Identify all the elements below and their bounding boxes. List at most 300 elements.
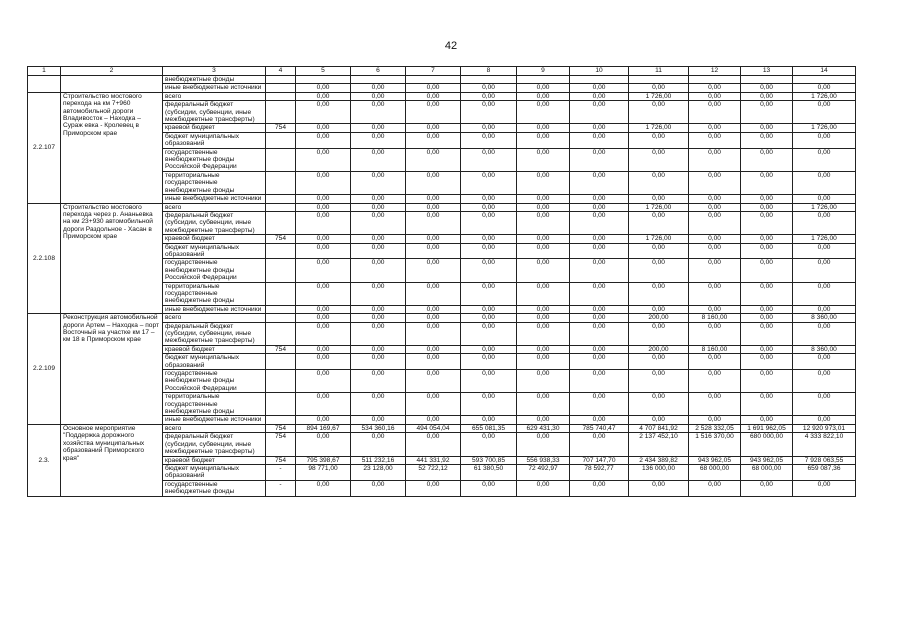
funding-source: бюджет муниципальных образований bbox=[163, 132, 266, 148]
funding-source: бюджет муниципальных образований bbox=[163, 464, 266, 480]
amount-cell: 0,00 bbox=[629, 195, 689, 203]
amount-cell: 0,00 bbox=[689, 124, 741, 132]
table-row bbox=[28, 76, 856, 84]
amount-cell: 0,00 bbox=[296, 354, 351, 370]
amount-cell: 0,00 bbox=[741, 354, 793, 370]
funding-source: иные внебюджетные источники bbox=[163, 195, 266, 203]
amount-cell: 0,00 bbox=[793, 132, 856, 148]
measure-name: Основное мероприятие "Поддержка дорожного хозяйства муниципальных образований Приморского края" bbox=[61, 424, 163, 496]
amount-cell: 0,00 bbox=[296, 416, 351, 424]
funding-source: иные внебюджетные источники bbox=[163, 84, 266, 92]
amount-cell: 0,00 bbox=[793, 282, 856, 305]
amount-cell: 0,00 bbox=[689, 84, 741, 92]
amount-cell: 0,00 bbox=[406, 203, 461, 211]
funding-source: краевой бюджет bbox=[163, 456, 266, 464]
amount-cell: 0,00 bbox=[351, 203, 406, 211]
amount-cell: 0,00 bbox=[461, 322, 517, 345]
column-number: 12 bbox=[689, 67, 741, 76]
measure-name: Строительство мостового перехода на км 7+960 автомобильной дороги Владивосток – Находка – Сураж евка - Кролевец в Приморском крае bbox=[61, 92, 163, 203]
amount-cell: 0,00 bbox=[517, 345, 570, 353]
funding-source: бюджет муниципальных образований bbox=[163, 243, 266, 259]
amount-cell: 0,00 bbox=[741, 124, 793, 132]
funding-source: всего bbox=[163, 314, 266, 322]
grbs-code bbox=[266, 171, 296, 194]
amount-cell: 0,00 bbox=[517, 259, 570, 282]
grbs-code bbox=[266, 259, 296, 282]
amount-cell: 0,00 bbox=[741, 305, 793, 313]
amount-cell: 0,00 bbox=[741, 322, 793, 345]
amount-cell: 0,00 bbox=[570, 305, 629, 313]
amount-cell: 0,00 bbox=[629, 282, 689, 305]
amount-cell: 0,00 bbox=[517, 92, 570, 100]
funding-source: иные внебюджетные источники bbox=[163, 305, 266, 313]
amount-cell: 0,00 bbox=[517, 416, 570, 424]
amount-cell: 0,00 bbox=[517, 124, 570, 132]
amount-cell: 0,00 bbox=[741, 92, 793, 100]
amount-cell: 1 726,00 bbox=[629, 92, 689, 100]
amount-cell: 0,00 bbox=[351, 354, 406, 370]
measure-name bbox=[61, 76, 163, 93]
amount-cell: 4 333 822,10 bbox=[793, 433, 856, 456]
amount-cell: 0,00 bbox=[570, 124, 629, 132]
amount-cell: 200,00 bbox=[629, 314, 689, 322]
amount-cell: 0,00 bbox=[689, 282, 741, 305]
amount-cell: 0,00 bbox=[296, 433, 351, 456]
amount-cell: 0,00 bbox=[351, 101, 406, 124]
column-number: 5 bbox=[296, 67, 351, 76]
amount-cell: 0,00 bbox=[570, 84, 629, 92]
amount-cell bbox=[793, 76, 856, 84]
amount-cell: 0,00 bbox=[461, 101, 517, 124]
funding-source: краевой бюджет bbox=[163, 345, 266, 353]
table-row bbox=[28, 314, 856, 322]
amount-cell: 0,00 bbox=[793, 211, 856, 234]
amount-cell: 0,00 bbox=[461, 345, 517, 353]
amount-cell: 0,00 bbox=[517, 235, 570, 243]
amount-cell: 0,00 bbox=[351, 84, 406, 92]
amount-cell: 0,00 bbox=[570, 235, 629, 243]
amount-cell: 0,00 bbox=[517, 195, 570, 203]
amount-cell: 0,00 bbox=[793, 195, 856, 203]
amount-cell: 0,00 bbox=[793, 101, 856, 124]
funding-source: федеральный бюджет (субсидии, субвенции, иные межбюджетные трансферты) bbox=[163, 322, 266, 345]
amount-cell: 0,00 bbox=[570, 314, 629, 322]
amount-cell: 0,00 bbox=[629, 84, 689, 92]
amount-cell bbox=[461, 76, 517, 84]
amount-cell: 894 169,67 bbox=[296, 424, 351, 432]
amount-cell bbox=[517, 76, 570, 84]
amount-cell: 0,00 bbox=[461, 305, 517, 313]
amount-cell: 0,00 bbox=[517, 243, 570, 259]
amount-cell: 511 232,16 bbox=[351, 456, 406, 464]
amount-cell: 0,00 bbox=[793, 322, 856, 345]
amount-cell: 68 000,00 bbox=[741, 464, 793, 480]
amount-cell: 0,00 bbox=[570, 345, 629, 353]
amount-cell bbox=[629, 76, 689, 84]
amount-cell: 12 920 973,01 bbox=[793, 424, 856, 432]
grbs-code: 754 bbox=[266, 456, 296, 464]
column-number: 1 bbox=[28, 67, 61, 76]
amount-cell: 0,00 bbox=[689, 235, 741, 243]
row-code bbox=[28, 76, 61, 93]
amount-cell: 0,00 bbox=[793, 84, 856, 92]
amount-cell: 0,00 bbox=[406, 101, 461, 124]
amount-cell: 0,00 bbox=[461, 132, 517, 148]
funding-source: всего bbox=[163, 424, 266, 432]
grbs-code bbox=[266, 76, 296, 84]
amount-cell: 0,00 bbox=[461, 211, 517, 234]
amount-cell: 72 492,97 bbox=[517, 464, 570, 480]
amount-cell: 0,00 bbox=[793, 370, 856, 393]
amount-cell: 0,00 bbox=[296, 148, 351, 171]
amount-cell: 1 726,00 bbox=[793, 124, 856, 132]
amount-cell: 0,00 bbox=[629, 259, 689, 282]
amount-cell: 1 691 962,05 bbox=[741, 424, 793, 432]
amount-cell: 0,00 bbox=[351, 211, 406, 234]
grbs-code: 754 bbox=[266, 424, 296, 432]
funding-source: государственные внебюджетные фонды Российской Федерации bbox=[163, 259, 266, 282]
amount-cell: 98 771,00 bbox=[296, 464, 351, 480]
amount-cell: 68 000,00 bbox=[689, 464, 741, 480]
amount-cell: 0,00 bbox=[570, 211, 629, 234]
amount-cell: 0,00 bbox=[741, 211, 793, 234]
funding-source: иные внебюджетные источники bbox=[163, 416, 266, 424]
amount-cell: 0,00 bbox=[461, 148, 517, 171]
amount-cell: 0,00 bbox=[461, 195, 517, 203]
amount-cell: 0,00 bbox=[406, 211, 461, 234]
amount-cell: 0,00 bbox=[629, 416, 689, 424]
amount-cell: 0,00 bbox=[406, 132, 461, 148]
amount-cell: 0,00 bbox=[629, 370, 689, 393]
amount-cell bbox=[296, 76, 351, 84]
amount-cell: 0,00 bbox=[296, 124, 351, 132]
amount-cell: 0,00 bbox=[351, 393, 406, 416]
funding-source: территориальные государственные внебюджетные фонды bbox=[163, 282, 266, 305]
column-number: 11 bbox=[629, 67, 689, 76]
amount-cell: 0,00 bbox=[517, 322, 570, 345]
measure-name: Строительство мостового перехода через р. Ананьевка на км 23+930 автомобильной дороги Раздольное - Хасан в Приморском крае bbox=[61, 203, 163, 314]
page-number: 42 bbox=[444, 40, 458, 52]
amount-cell bbox=[741, 76, 793, 84]
amount-cell: 0,00 bbox=[461, 92, 517, 100]
amount-cell: 0,00 bbox=[741, 416, 793, 424]
amount-cell: 0,00 bbox=[351, 282, 406, 305]
amount-cell: 0,00 bbox=[741, 282, 793, 305]
amount-cell: 0,00 bbox=[689, 101, 741, 124]
amount-cell: 0,00 bbox=[461, 124, 517, 132]
amount-cell: 0,00 bbox=[351, 259, 406, 282]
amount-cell: 0,00 bbox=[689, 259, 741, 282]
amount-cell: 0,00 bbox=[570, 416, 629, 424]
amount-cell: 943 962,05 bbox=[741, 456, 793, 464]
amount-cell: 534 360,16 bbox=[351, 424, 406, 432]
amount-cell: 0,00 bbox=[689, 211, 741, 234]
amount-cell: 0,00 bbox=[793, 416, 856, 424]
amount-cell: 707 147,70 bbox=[570, 456, 629, 464]
grbs-code: 754 bbox=[266, 124, 296, 132]
funding-source: внебюджетные фонды bbox=[163, 76, 266, 84]
amount-cell: 0,00 bbox=[629, 148, 689, 171]
funding-source: государственные внебюджетные фонды bbox=[163, 480, 266, 496]
grbs-code bbox=[266, 416, 296, 424]
funding-source: федеральный бюджет (субсидии, субвенции, иные межбюджетные трансферты) bbox=[163, 211, 266, 234]
column-number: 7 bbox=[406, 67, 461, 76]
funding-source: государственные внебюджетные фонды Российской Федерации bbox=[163, 370, 266, 393]
amount-cell: 0,00 bbox=[296, 132, 351, 148]
amount-cell: 0,00 bbox=[296, 92, 351, 100]
amount-cell: 1 726,00 bbox=[793, 235, 856, 243]
amount-cell: 0,00 bbox=[406, 370, 461, 393]
amount-cell: 200,00 bbox=[629, 345, 689, 353]
amount-cell: 0,00 bbox=[406, 259, 461, 282]
amount-cell: 0,00 bbox=[570, 243, 629, 259]
amount-cell: 0,00 bbox=[406, 195, 461, 203]
amount-cell: 0,00 bbox=[741, 314, 793, 322]
amount-cell: 0,00 bbox=[570, 148, 629, 171]
amount-cell: 0,00 bbox=[296, 393, 351, 416]
amount-cell: 0,00 bbox=[629, 171, 689, 194]
amount-cell: 0,00 bbox=[570, 322, 629, 345]
amount-cell: 8 360,00 bbox=[793, 314, 856, 322]
amount-cell: 8 160,00 bbox=[689, 345, 741, 353]
amount-cell bbox=[689, 76, 741, 84]
amount-cell: 0,00 bbox=[689, 354, 741, 370]
amount-cell: 0,00 bbox=[517, 132, 570, 148]
amount-cell: 0,00 bbox=[793, 305, 856, 313]
amount-cell: 785 740,47 bbox=[570, 424, 629, 432]
amount-cell: 0,00 bbox=[351, 195, 406, 203]
amount-cell: 0,00 bbox=[517, 148, 570, 171]
table-row bbox=[28, 203, 856, 211]
amount-cell: 0,00 bbox=[570, 195, 629, 203]
amount-cell: 0,00 bbox=[517, 171, 570, 194]
row-code: 2.2.107 bbox=[28, 92, 61, 203]
amount-cell: 0,00 bbox=[296, 203, 351, 211]
amount-cell: 943 962,05 bbox=[689, 456, 741, 464]
amount-cell: 0,00 bbox=[570, 203, 629, 211]
column-number: 4 bbox=[266, 67, 296, 76]
amount-cell bbox=[406, 76, 461, 84]
amount-cell: 7 928 063,55 bbox=[793, 456, 856, 464]
amount-cell: 0,00 bbox=[689, 171, 741, 194]
amount-cell: 0,00 bbox=[406, 243, 461, 259]
amount-cell: 0,00 bbox=[296, 101, 351, 124]
amount-cell: 61 380,50 bbox=[461, 464, 517, 480]
amount-cell: 136 000,00 bbox=[629, 464, 689, 480]
amount-cell: 0,00 bbox=[461, 480, 517, 496]
amount-cell: 795 398,67 bbox=[296, 456, 351, 464]
amount-cell: 0,00 bbox=[296, 195, 351, 203]
amount-cell: 0,00 bbox=[296, 84, 351, 92]
amount-cell: 0,00 bbox=[517, 314, 570, 322]
amount-cell: 0,00 bbox=[570, 370, 629, 393]
amount-cell: 0,00 bbox=[689, 132, 741, 148]
amount-cell: 0,00 bbox=[461, 84, 517, 92]
amount-cell: 1 516 370,00 bbox=[689, 433, 741, 456]
amount-cell: 0,00 bbox=[406, 480, 461, 496]
amount-cell: 0,00 bbox=[570, 132, 629, 148]
funding-source: территориальные государственные внебюджетные фонды bbox=[163, 393, 266, 416]
grbs-code: 754 bbox=[266, 235, 296, 243]
amount-cell: 0,00 bbox=[741, 393, 793, 416]
amount-cell: 0,00 bbox=[351, 132, 406, 148]
table-row bbox=[28, 424, 856, 432]
amount-cell bbox=[351, 76, 406, 84]
amount-cell: 0,00 bbox=[689, 148, 741, 171]
amount-cell: 0,00 bbox=[629, 322, 689, 345]
amount-cell: 0,00 bbox=[741, 132, 793, 148]
amount-cell: 0,00 bbox=[296, 322, 351, 345]
amount-cell: 593 700,85 bbox=[461, 456, 517, 464]
amount-cell bbox=[570, 76, 629, 84]
amount-cell: 0,00 bbox=[461, 314, 517, 322]
amount-cell: 0,00 bbox=[629, 480, 689, 496]
amount-cell: 0,00 bbox=[793, 148, 856, 171]
amount-cell: 0,00 bbox=[570, 282, 629, 305]
amount-cell: 0,00 bbox=[741, 84, 793, 92]
amount-cell: 0,00 bbox=[406, 354, 461, 370]
row-code: 2.3. bbox=[28, 424, 61, 496]
amount-cell: 0,00 bbox=[351, 305, 406, 313]
grbs-code bbox=[266, 370, 296, 393]
amount-cell: 0,00 bbox=[741, 235, 793, 243]
funding-source: бюджет муниципальных образований bbox=[163, 354, 266, 370]
amount-cell: 0,00 bbox=[406, 124, 461, 132]
amount-cell: 0,00 bbox=[461, 259, 517, 282]
funding-source: федеральный бюджет (субсидии, субвенции, иные межбюджетные трансферты) bbox=[163, 433, 266, 456]
amount-cell: 4 707 841,92 bbox=[629, 424, 689, 432]
amount-cell: 0,00 bbox=[793, 243, 856, 259]
amount-cell: 0,00 bbox=[689, 370, 741, 393]
grbs-code bbox=[266, 282, 296, 305]
amount-cell: 0,00 bbox=[570, 171, 629, 194]
amount-cell: 0,00 bbox=[406, 433, 461, 456]
amount-cell: 556 938,33 bbox=[517, 456, 570, 464]
amount-cell: 0,00 bbox=[741, 101, 793, 124]
amount-cell: 0,00 bbox=[461, 393, 517, 416]
amount-cell: 0,00 bbox=[296, 370, 351, 393]
amount-cell: 8 160,00 bbox=[689, 314, 741, 322]
grbs-code bbox=[266, 322, 296, 345]
amount-cell: 0,00 bbox=[629, 132, 689, 148]
amount-cell: 0,00 bbox=[629, 305, 689, 313]
amount-cell: 2 528 332,05 bbox=[689, 424, 741, 432]
amount-cell: 0,00 bbox=[570, 259, 629, 282]
funding-source: всего bbox=[163, 92, 266, 100]
amount-cell: 441 331,92 bbox=[406, 456, 461, 464]
amount-cell: 0,00 bbox=[741, 345, 793, 353]
amount-cell: 0,00 bbox=[793, 480, 856, 496]
column-number: 2 bbox=[61, 67, 163, 76]
column-number: 13 bbox=[741, 67, 793, 76]
budget-table bbox=[27, 66, 856, 497]
amount-cell: 0,00 bbox=[793, 171, 856, 194]
amount-cell: 0,00 bbox=[517, 480, 570, 496]
amount-cell: 0,00 bbox=[793, 354, 856, 370]
amount-cell: 1 726,00 bbox=[629, 235, 689, 243]
amount-cell: 0,00 bbox=[351, 322, 406, 345]
grbs-code: 754 bbox=[266, 345, 296, 353]
amount-cell: 0,00 bbox=[406, 282, 461, 305]
amount-cell: 0,00 bbox=[570, 480, 629, 496]
grbs-code bbox=[266, 305, 296, 313]
grbs-code bbox=[266, 203, 296, 211]
amount-cell: 0,00 bbox=[793, 393, 856, 416]
amount-cell: 0,00 bbox=[689, 243, 741, 259]
amount-cell: 0,00 bbox=[741, 171, 793, 194]
column-number: 14 bbox=[793, 67, 856, 76]
row-code: 2.2.108 bbox=[28, 203, 61, 314]
amount-cell: 0,00 bbox=[406, 322, 461, 345]
grbs-code bbox=[266, 84, 296, 92]
amount-cell: 0,00 bbox=[517, 305, 570, 313]
amount-cell: 0,00 bbox=[351, 92, 406, 100]
amount-cell: 23 128,00 bbox=[351, 464, 406, 480]
amount-cell: 0,00 bbox=[296, 480, 351, 496]
amount-cell: 0,00 bbox=[517, 282, 570, 305]
amount-cell: 0,00 bbox=[296, 243, 351, 259]
amount-cell: 0,00 bbox=[570, 101, 629, 124]
amount-cell: 0,00 bbox=[689, 416, 741, 424]
amount-cell: 0,00 bbox=[351, 235, 406, 243]
amount-cell: 0,00 bbox=[461, 171, 517, 194]
funding-source: краевой бюджет bbox=[163, 124, 266, 132]
amount-cell: 0,00 bbox=[296, 259, 351, 282]
amount-cell: 0,00 bbox=[629, 101, 689, 124]
amount-cell: 0,00 bbox=[461, 235, 517, 243]
amount-cell: 0,00 bbox=[517, 354, 570, 370]
amount-cell: 1 726,00 bbox=[793, 92, 856, 100]
amount-cell: 0,00 bbox=[406, 314, 461, 322]
amount-cell: 0,00 bbox=[629, 393, 689, 416]
amount-cell: 0,00 bbox=[296, 171, 351, 194]
amount-cell: 0,00 bbox=[296, 314, 351, 322]
grbs-code bbox=[266, 393, 296, 416]
amount-cell: 0,00 bbox=[351, 171, 406, 194]
amount-cell: 0,00 bbox=[406, 84, 461, 92]
funding-source: краевой бюджет bbox=[163, 235, 266, 243]
amount-cell: 0,00 bbox=[517, 370, 570, 393]
amount-cell: 0,00 bbox=[461, 370, 517, 393]
amount-cell: 0,00 bbox=[629, 243, 689, 259]
amount-cell: 0,00 bbox=[689, 203, 741, 211]
amount-cell: 0,00 bbox=[296, 211, 351, 234]
grbs-code bbox=[266, 148, 296, 171]
amount-cell: 659 087,36 bbox=[793, 464, 856, 480]
amount-cell: 2 434 389,82 bbox=[629, 456, 689, 464]
amount-cell: 0,00 bbox=[406, 92, 461, 100]
amount-cell: 0,00 bbox=[517, 211, 570, 234]
grbs-code bbox=[266, 92, 296, 100]
amount-cell: 0,00 bbox=[296, 235, 351, 243]
amount-cell: 0,00 bbox=[406, 148, 461, 171]
amount-cell: 0,00 bbox=[741, 148, 793, 171]
column-number: 9 bbox=[517, 67, 570, 76]
amount-cell: 0,00 bbox=[793, 259, 856, 282]
amount-cell: 0,00 bbox=[406, 305, 461, 313]
grbs-code: - bbox=[266, 480, 296, 496]
amount-cell: 0,00 bbox=[570, 433, 629, 456]
amount-cell: 0,00 bbox=[689, 480, 741, 496]
amount-cell: 0,00 bbox=[629, 354, 689, 370]
amount-cell: 0,00 bbox=[351, 480, 406, 496]
funding-source: федеральный бюджет (субсидии, субвенции, иные межбюджетные трансферты) bbox=[163, 101, 266, 124]
amount-cell: 0,00 bbox=[570, 393, 629, 416]
amount-cell: 0,00 bbox=[351, 416, 406, 424]
amount-cell: 0,00 bbox=[741, 370, 793, 393]
amount-cell: 0,00 bbox=[741, 259, 793, 282]
amount-cell: 0,00 bbox=[296, 345, 351, 353]
